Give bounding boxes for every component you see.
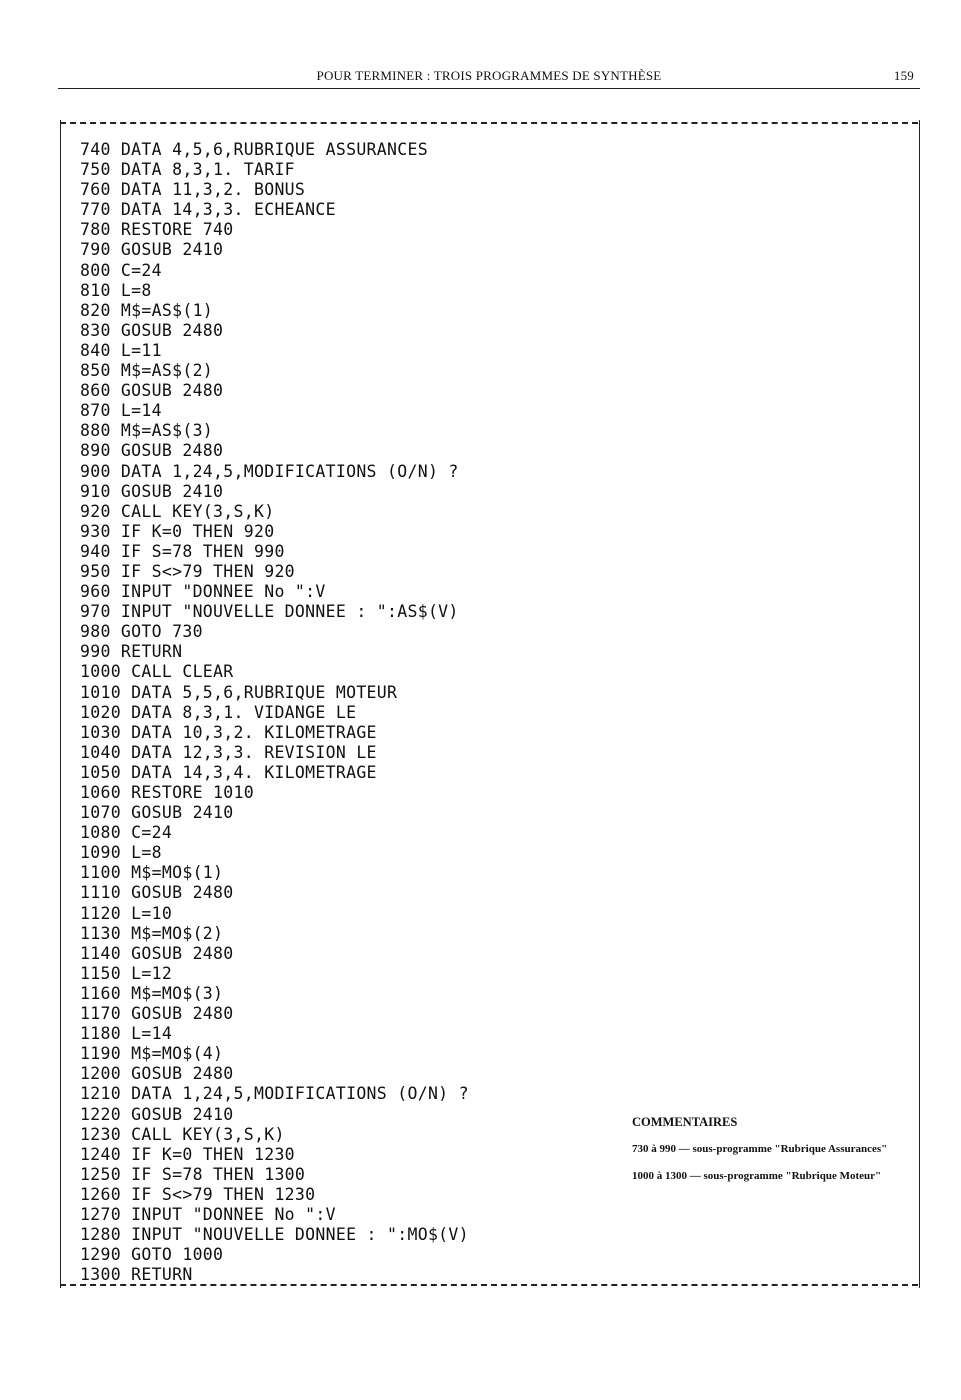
code-line: 1170 GOSUB 2480: [80, 1004, 234, 1024]
code-line: 1000 CALL CLEAR: [80, 662, 234, 682]
code-line: 1020 DATA 8,3,1. VIDANGE LE: [80, 702, 357, 722]
code-line: 1030 DATA 10,3,2. KILOMETRAGE: [80, 722, 377, 742]
code-line: 1040 DATA 12,3,3. REVISION LE: [80, 742, 377, 762]
page-number: 159: [893, 68, 914, 83]
code-line: 780 RESTORE 740: [80, 220, 234, 240]
code-line: 820 M$=AS$(1): [80, 300, 214, 320]
code-line: 830 GOSUB 2480: [80, 320, 224, 340]
code-line: 920 CALL KEY(3,S,K): [80, 501, 275, 521]
code-line: 860 GOSUB 2480: [80, 381, 224, 401]
code-line: 900 DATA 1,24,5,MODIFICATIONS (O/N) ?: [80, 461, 459, 481]
code-line: 1180 L=14: [80, 1024, 173, 1044]
code-line: 770 DATA 14,3,3. ECHEANCE: [80, 200, 336, 220]
code-line: 1300 RETURN: [80, 1265, 193, 1285]
comments-heading: COMMENTAIRES: [632, 1115, 738, 1129]
code-line: 1260 IF S<>79 THEN 1230: [80, 1184, 316, 1204]
frame-top-dashed-border: [60, 122, 918, 124]
code-line: 1060 RESTORE 1010: [80, 783, 254, 802]
code-line: 1010 DATA 5,5,6,RUBRIQUE MOTEUR: [80, 682, 398, 702]
code-line: 760 DATA 11,3,2. BONUS: [80, 180, 306, 200]
code-line: 960 INPUT "DONNEE No ":V: [80, 582, 326, 602]
code-line: 1110 GOSUB 2480: [80, 883, 234, 903]
code-line: 1070 GOSUB 2410: [80, 803, 234, 823]
comment-note: 1000 à 1300 — sous-programme "Rubrique Moteur": [632, 1170, 882, 1182]
comment-note: 730 à 990 — sous-programme "Rubrique Assurances": [632, 1143, 888, 1155]
code-line: 1090 L=8: [80, 843, 162, 863]
code-line: 1150 L=12: [80, 963, 173, 983]
code-line: 950 IF S<>79 THEN 920: [80, 561, 295, 581]
code-line: 1210 DATA 1,24,5,MODIFICATIONS (O/N) ?: [80, 1084, 469, 1104]
code-line: 1250 IF S=78 THEN 1300: [80, 1164, 306, 1184]
code-line: 1100 M$=MO$(1): [80, 863, 224, 883]
code-line: 790 GOSUB 2410: [80, 240, 224, 260]
code-line: 1200 GOSUB 2480: [80, 1064, 234, 1084]
code-line: 910 GOSUB 2410: [80, 481, 224, 501]
code-line: 1050 DATA 14,3,4. KILOMETRAGE: [80, 762, 377, 782]
code-line: 800 C=24: [80, 260, 162, 280]
code-line: 1220 GOSUB 2410: [80, 1104, 234, 1124]
code-line: 1240 IF K=0 THEN 1230: [80, 1144, 295, 1164]
page-header: [58, 66, 920, 89]
code-line: 970 INPUT "NOUVELLE DONNEE : ":AS$(V): [80, 602, 459, 622]
code-line: 850 M$=AS$(2): [80, 361, 214, 381]
code-line: 1270 INPUT "DONNEE No ":V: [80, 1204, 336, 1224]
code-line: 1130 M$=MO$(2): [80, 923, 224, 943]
code-line: 750 DATA 8,3,1. TARIF: [80, 160, 295, 180]
comments-box: [632, 1116, 916, 1197]
code-line: 1080 C=24: [80, 823, 173, 843]
code-line: 1290 GOTO 1000: [80, 1245, 224, 1265]
code-line: 810 L=8: [80, 280, 152, 300]
code-line: 930 IF K=0 THEN 920: [80, 521, 275, 541]
code-line: 1160 M$=MO$(3): [80, 983, 224, 1003]
code-line: 890 GOSUB 2480: [80, 441, 224, 461]
code-line: 880 M$=AS$(3): [80, 421, 214, 441]
code-line: 1230 CALL KEY(3,S,K): [80, 1124, 285, 1144]
code-line: 1140 GOSUB 2480: [80, 943, 234, 963]
code-line: 840 L=11: [80, 340, 162, 360]
basic-code-listing: [80, 140, 469, 1285]
code-line: 940 IF S=78 THEN 990: [80, 541, 285, 561]
code-line: 990 RETURN: [80, 642, 183, 662]
code-line: 870 L=14: [80, 401, 162, 421]
code-line: 740 DATA 4,5,6,RUBRIQUE ASSURANCES: [80, 140, 428, 159]
running-title: POUR TERMINER : TROIS PROGRAMMES DE SYNTHÈSE: [316, 68, 662, 83]
code-line: 1120 L=10: [80, 903, 173, 923]
code-line: 1280 INPUT "NOUVELLE DONNEE : ":MO$(V): [80, 1225, 469, 1245]
code-line: 1190 M$=MO$(4): [80, 1044, 224, 1064]
code-line: 980 GOTO 730: [80, 622, 203, 642]
